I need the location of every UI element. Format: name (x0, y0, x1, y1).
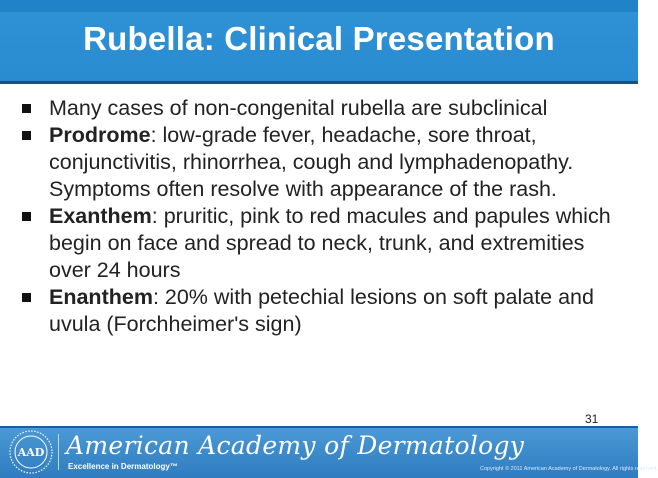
footer-bar (0, 426, 658, 478)
bullet-term: Exanthem (49, 204, 152, 228)
square-bullet-icon (22, 293, 31, 302)
footer-separator (58, 434, 59, 470)
bullet-list (20, 95, 620, 338)
slide-title: Rubella: Clinical Presentation (83, 20, 555, 57)
bullet-item (20, 284, 620, 338)
bullet-item (20, 203, 620, 284)
organization-tagline: Excellence in Dermatology™ (68, 462, 178, 471)
copyright-notice: Copyright © 2011 American Academy of Dermatology. All rights reserved. (480, 466, 658, 472)
bullet-item (20, 95, 620, 122)
title-bar (0, 0, 638, 84)
organization-name: American Academy of Dermatology (66, 431, 525, 460)
square-bullet-icon (22, 212, 31, 221)
bullet-term: Enanthem (49, 285, 153, 309)
bullet-text: Many cases of non-congenital rubella are subclinical (49, 96, 548, 120)
logo-text: AAD (17, 446, 45, 459)
aad-seal-logo-icon (8, 429, 54, 475)
bullet-term: Prodrome (49, 123, 151, 147)
square-bullet-icon (22, 131, 31, 140)
bullet-text: : pruritic, pink to red macules and papules which begin on face and spread to neck, trunk, and extremities over 24 hours (49, 204, 611, 282)
slide-number: 31 (585, 412, 599, 426)
footer-divider-line (0, 426, 638, 428)
square-bullet-icon (22, 104, 31, 113)
bullet-text: : 20% with petechial lesions on soft palate and uvula (Forchheimer's sign) (49, 285, 594, 336)
bullet-item (20, 122, 620, 203)
bullet-text: : low-grade fever, headache, sore throat, conjunctivitis, rhinorrhea, cough and lymphadenopathy. Symptoms often resolve with appearance of the rash. (49, 123, 574, 201)
